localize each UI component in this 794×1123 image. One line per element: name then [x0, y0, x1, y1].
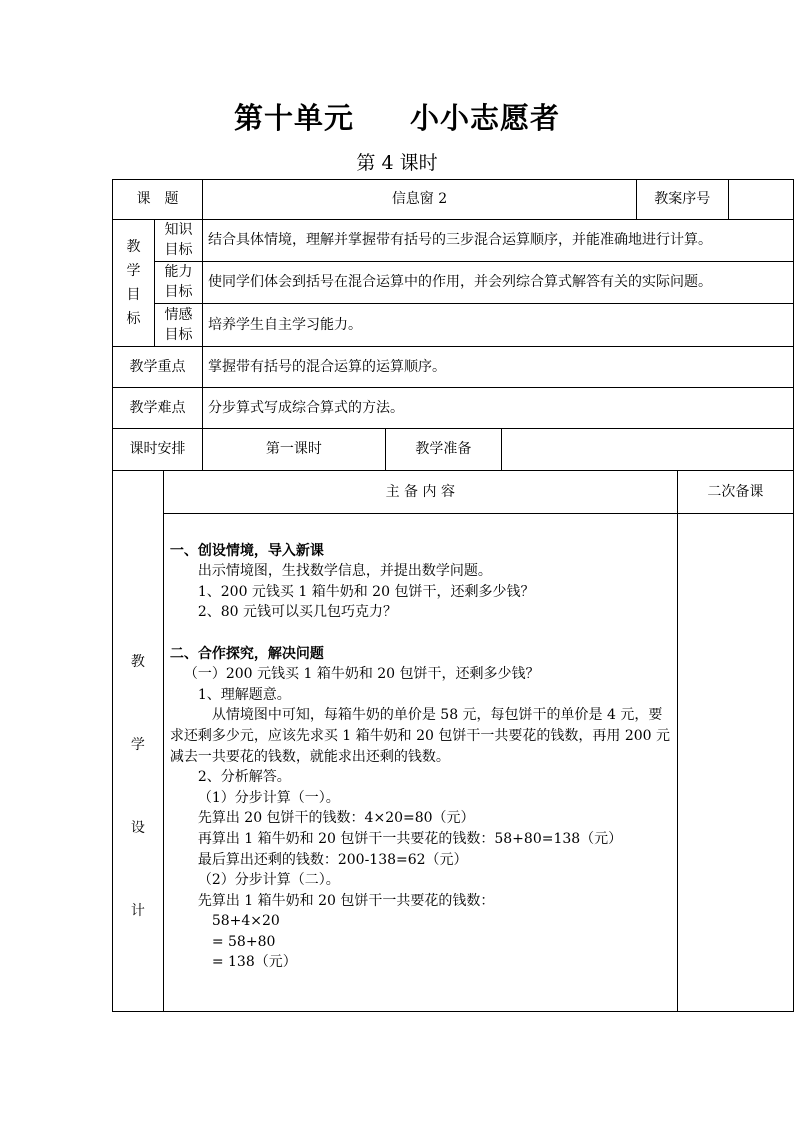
topic-value: 信息窗 2 [203, 180, 637, 220]
section-2-subheading: （一）200 元钱买 1 箱牛奶和 20 包饼干，还剩多少钱？ [183, 666, 540, 683]
main-content [163, 514, 677, 1012]
analysis-paragraph: 从情境图中可知，每箱牛奶的单价是 58 元，每包饼干的单价是 4 元，要求还剩多少元，应该先求买 1 箱牛奶和 20 包饼干一共要花的钱数，再用 200 元减去一共要花的钱数，就能求出还剩的钱数。 [169, 707, 670, 765]
lesson-plan-table [112, 179, 794, 1012]
goal-label-ability: 能力目标 [155, 262, 203, 304]
goal-label-emotion: 情感目标 [155, 304, 203, 347]
unit-label: 第十单元 [233, 101, 354, 135]
goal-label-knowledge: 知识目标 [155, 220, 203, 262]
main-content-header: 主 备 内 容 [163, 471, 677, 514]
plan-number-label: 教案序号 [636, 180, 728, 220]
section-1-heading: 一、创设情境，导入新课 [169, 542, 324, 559]
design-label: 教 学 设 计 [113, 471, 164, 1012]
second-prep-header: 二次备课 [677, 471, 793, 514]
method-2-expr-2: = 58+80 [211, 933, 276, 950]
prep-value [502, 429, 794, 471]
section-2-heading: 二、合作探究，解决问题 [169, 645, 324, 662]
method-1-step-c: 最后算出还剩的钱数：200-138=62（元） [197, 851, 468, 868]
method-2-step-a: 先算出 1 箱牛奶和 20 包饼干一共要花的钱数： [197, 892, 495, 909]
key-point-label: 教学重点 [113, 347, 203, 388]
method-1-title: （1）分步计算（一）。 [197, 789, 340, 806]
method-1-step-a: 先算出 20 包饼干的钱数：4×20=80（元） [197, 810, 475, 827]
unit-name: 小小志愿者 [410, 101, 561, 135]
method-2-expr-3: = 138（元） [211, 954, 297, 971]
second-prep-area [677, 514, 793, 1012]
doc-title [0, 96, 794, 137]
schedule-label: 课时安排 [113, 429, 203, 471]
prep-label: 教学准备 [385, 429, 501, 471]
key-point-text: 掌握带有括号的混合运算的运算顺序。 [203, 347, 794, 388]
method-1-step-b: 再算出 1 箱牛奶和 20 包饼干一共要花的钱数：58+80=138（元） [197, 830, 623, 847]
lesson-number: 第 4 课时 [356, 152, 438, 174]
plan-number-value [728, 180, 793, 220]
schedule-value: 第一课时 [203, 429, 386, 471]
goal-text-emotion: 培养学生自主学习能力。 [203, 304, 794, 347]
step-solve: 2、分析解答。 [197, 769, 291, 786]
goals-label: 教学目标 [113, 220, 155, 347]
difficulty-text: 分步算式写成综合算式的方法。 [203, 388, 794, 429]
difficulty-label: 教学难点 [113, 388, 203, 429]
section-1-intro: 出示情境图，生找数学信息，并提出数学问题。 [197, 563, 492, 580]
goal-text-ability: 使同学们体会到括号在混合运算中的作用，并会列综合算式解答有关的实际问题。 [203, 262, 794, 304]
method-2-title: （2）分步计算（二）。 [197, 872, 340, 889]
method-2-expr-1: 58+4×20 [211, 913, 280, 930]
question-2: 2、80 元钱可以买几包巧克力？ [197, 604, 398, 621]
topic-label: 课 题 [113, 180, 203, 220]
question-1: 1、200 元钱买 1 箱牛奶和 20 包饼干，还剩多少钱？ [197, 583, 535, 600]
step-understand: 1、理解题意。 [197, 686, 291, 703]
goal-text-knowledge: 结合具体情境，理解并掌握带有括号的三步混合运算顺序，并能准确地进行计算。 [203, 220, 794, 262]
